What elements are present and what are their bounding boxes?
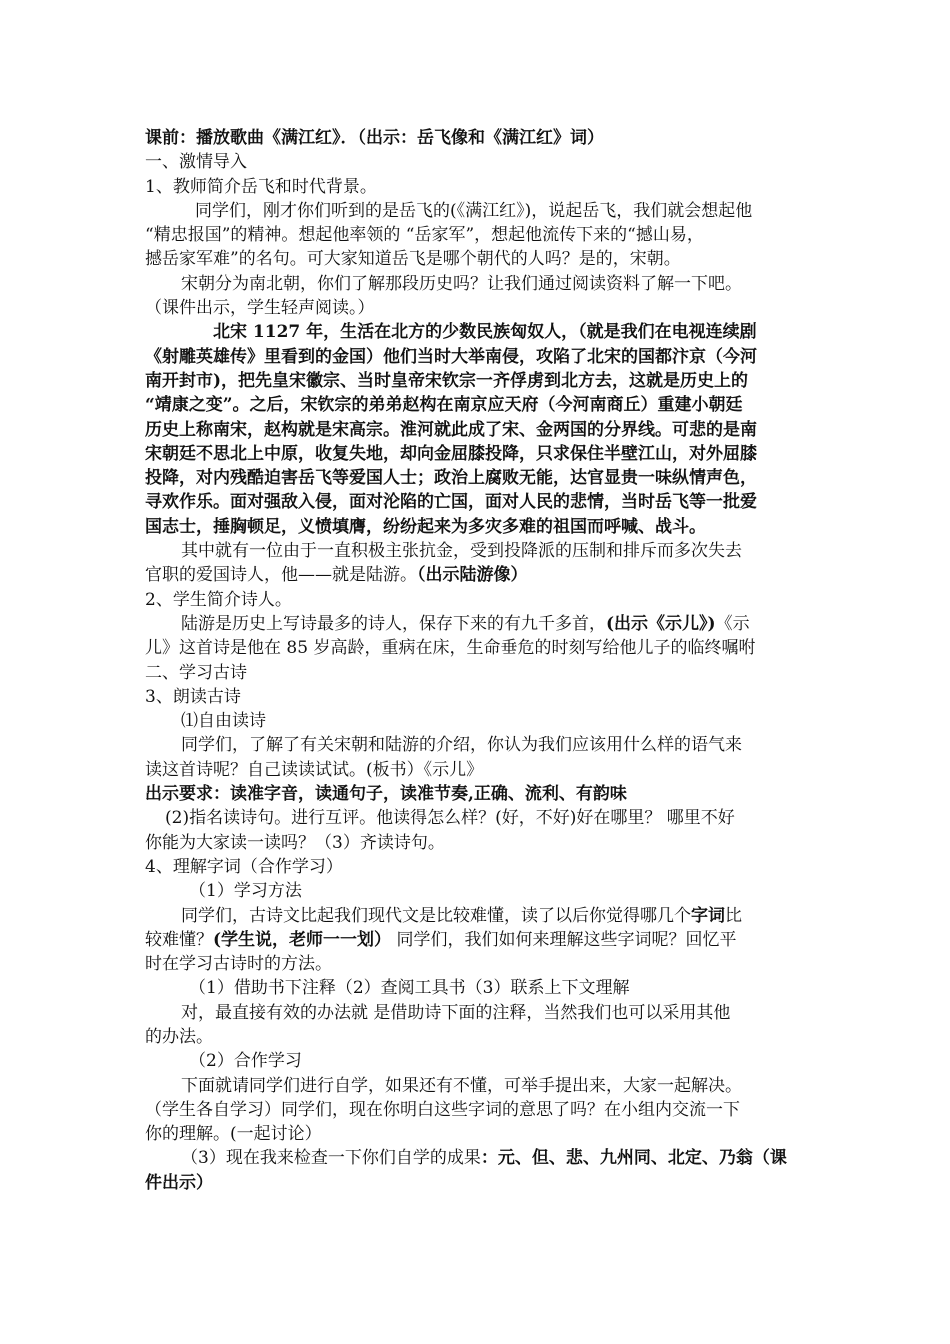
paragraph-line: 儿》这首诗是他在 85 岁高龄，重病在床，生命垂危的时刻写给他儿子的临终嘱咐	[145, 638, 756, 659]
text-run: 同学们，我们如何来理解这些字词呢？回忆平	[391, 929, 737, 950]
sub-heading: （2）合作学习	[189, 1051, 302, 1072]
title-line: 课前：播放歌曲《满江红》．（出示：岳飞像和《满江红》词）	[145, 128, 604, 148]
paragraph-line: 下面就请同学们进行自学，如果还有不懂，可举手提出来，大家一起解决。	[181, 1075, 742, 1096]
paragraph-line: 件出示）	[145, 1172, 213, 1193]
paragraph-line: 宋朝分为南北朝，你们了解那段历史吗？让我们通过阅读资料了解一下吧。	[181, 273, 742, 294]
section-heading-2: 二、学习古诗	[145, 662, 247, 683]
paragraph-line: （课件出示，学生轻声阅读。）	[145, 298, 375, 319]
item-heading-1: 1、教师简介岳飞和时代背景。	[145, 176, 377, 197]
history-paragraph-line: 国志士，捶胸顿足，义愤填膺，纷纷起来为多灾多难的祖国而呼喊、战斗。	[145, 516, 706, 537]
history-paragraph-line: “靖康之变”。之后，宋钦宗的弟弟赵构在南京应天府（今河南商丘）重建小朝廷	[145, 395, 743, 416]
bold-text-run: 字词	[691, 905, 725, 926]
bold-text-run: (学生说，老师一一划）	[213, 929, 392, 950]
text-run: 《示	[715, 613, 750, 634]
history-paragraph-line: 《射雕英雄传》里看到的金国）他们当时大举南侵，攻陷了北宋的国都汴京（今河	[145, 346, 757, 367]
paragraph-line: (2)指名读诗句。进行互评。他读得怎么样？(好，不好)好在哪里？ 哪里不好	[165, 808, 735, 829]
paragraph-line: “精忠报国”的精神。想起他率领的 “岳家军”，想起他流传下来的“撼山易，	[145, 225, 704, 246]
bold-text-run: （出示陆游像）	[417, 565, 528, 586]
paragraph-line: 时在学习古诗时的方法。	[145, 954, 332, 975]
methods-line: （1）借助书下注释（2）查阅工具书（3）联系上下文理解	[189, 978, 630, 999]
text-run: 较难懂？	[145, 929, 213, 950]
history-paragraph-line: 投降，对内残酷迫害岳飞等爱国人士；政治上腐败无能，达官显贵一味纵情声色，	[145, 468, 757, 489]
sub-heading: ⑴自由读诗	[181, 711, 266, 732]
history-paragraph-line: 南开封市)，把先皇宋徽宗、当时皇帝宋钦宗一齐俘虏到北方去，这就是历史上的	[145, 370, 749, 391]
paragraph-line	[145, 904, 815, 928]
text-run: （3）现在我来检查一下你们自学的成果	[181, 1148, 481, 1169]
paragraph-line	[145, 612, 815, 636]
text-run: 比	[725, 905, 742, 926]
sub-heading: （1）学习方法	[189, 881, 302, 902]
item-heading-4: 4、理解字词（合作学习）	[145, 856, 343, 877]
section-heading-1: 一、激情导入	[145, 152, 247, 173]
paragraph-line: 其中就有一位由于一直积极主张抗金，受到投降派的压制和排斥而多次失去	[181, 541, 742, 562]
paragraph-line: 撼岳家军难”的名句。可大家知道岳飞是哪个朝代的人吗？是的，宋朝。	[145, 249, 681, 270]
lesson-plan-page	[145, 126, 815, 1195]
paragraph-line	[145, 1146, 815, 1170]
paragraph-line: 你的理解。(一起讨论）	[145, 1124, 322, 1145]
item-heading-2: 2、学生简介诗人。	[145, 589, 292, 610]
paragraph-line: 对，最直接有效的办法就 是借助诗下面的注释，当然我们也可以采用其他	[181, 1002, 731, 1023]
text-run: 陆游是历史上写诗最多的诗人，保存下来的有九千多首，	[181, 613, 606, 634]
paragraph-line: 的办法。	[145, 1026, 213, 1047]
paragraph-line: 同学们，了解了有关宋朝和陆游的介绍，你认为我们应该用什么样的语气来	[181, 735, 742, 756]
text-run: 官职的爱国诗人，他——就是陆游。	[145, 565, 417, 586]
paragraph-line: （学生各自学习）同学们，现在你明白这些字词的意思了吗？在小组内交流一下	[145, 1099, 740, 1120]
paragraph-line	[145, 563, 815, 587]
history-paragraph-line: 历史上称南宋，赵构就是宋高宗。淮河就此成了宋、金两国的分界线。可悲的是南	[145, 419, 757, 440]
paragraph-line: 你能为大家读一读吗？（3）齐读诗句。	[145, 832, 445, 853]
history-paragraph-line: 宋朝廷不思北上中原，收复失地，却向金屈膝投降，只求保住半壁江山，对外屈膝	[145, 443, 757, 464]
history-paragraph-line: 北宋 1127 年，生活在北方的少数民族匈奴人，（就是我们在电视连续剧	[213, 322, 757, 343]
paragraph-line: 读这首诗呢？自己读读试试。(板书）《示儿》	[145, 759, 484, 780]
history-paragraph-line: 寻欢作乐。面对强敌入侵，面对沦陷的亡国，面对人民的悲情，当时岳飞等一批爱	[145, 492, 757, 513]
bold-text-run: ：元、但、悲、九州同、北定、乃翁（课	[480, 1148, 787, 1169]
paragraph-line: 同学们，刚才你们听到的是岳飞的(《满江红》)，说起岳飞，我们就会想起他	[195, 200, 753, 221]
text-run: 同学们，古诗文比起我们现代文是比较难懂，读了以后你觉得哪几个	[181, 905, 691, 926]
bold-text-run: (出示《示儿》)	[606, 613, 716, 634]
requirement-line: 出示要求：读准字音，读通句子，读准节奏,正确、流利、有韵味	[145, 784, 627, 805]
item-heading-3: 3、朗读古诗	[145, 686, 241, 707]
paragraph-line	[145, 928, 815, 952]
